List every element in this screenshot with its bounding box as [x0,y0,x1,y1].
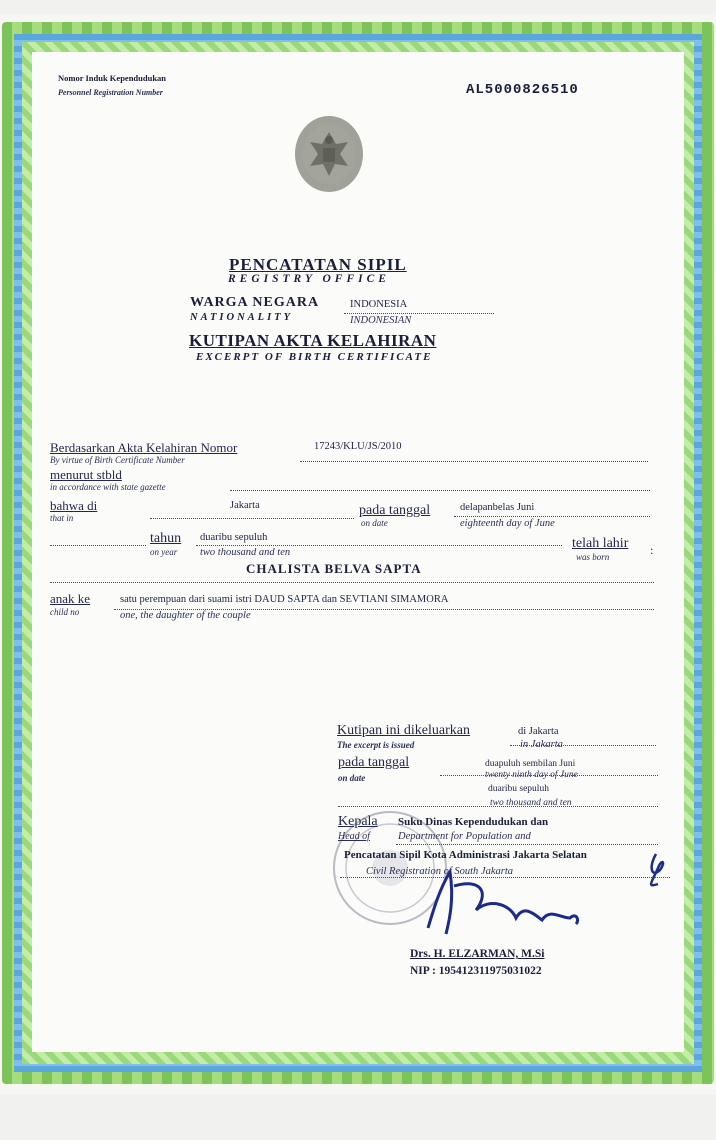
nik-label: Nomor Induk Kependudukan [58,73,167,83]
nationality-label-en: NATIONALITY [190,312,294,323]
issued-place-en: in Jakarta [520,739,563,750]
year-label-en: on year [150,547,178,557]
issued-label: Kutipan ini dikeluarkan [337,723,470,738]
born-label-en: was born [576,552,610,562]
issued-date: duapuluh sembilan Juni [485,759,576,769]
stbld-label: menurut stbld [50,467,122,482]
place-label-en: that in [50,513,74,523]
signature-icon [420,848,680,938]
document-title-en: EXCERPT OF BIRTH CERTIFICATE [196,351,433,363]
dept-line2-en: Civil Registration of South Jakarta [366,866,513,877]
date-value-en: eighteenth day of June [460,518,555,529]
nationality-value-en: INDONESIAN [350,315,412,326]
dept-line1-en: Department for Population and [398,831,531,842]
official-nip: NIP : 195412311975031022 [410,965,542,977]
child-no-label-en: child no [50,607,80,617]
child-no-label: anak ke [50,591,91,606]
cert-number-label-en: By virtue of Birth Certificate Number [50,455,185,465]
date-label: pada tanggal [359,503,431,518]
place-label: bahwa di [50,498,98,513]
serial-number: AL5000826510 [466,82,579,98]
nik-label-en: Personnel Registration Number [58,88,163,97]
cert-number-value: 17243/KLU/JS/2010 [314,441,402,452]
date-label-en: on date [361,518,388,528]
child-name: CHALISTA BELVA SAPTA [246,561,422,576]
child-no-value-en: one, the daughter of the couple [120,610,251,621]
issued-date-en: twenty ninth day of June [485,770,578,780]
place-value: Jakarta [230,500,260,511]
issued-label-en: The excerpt is issued [337,740,415,750]
issued-date-label-en: on date [338,773,366,783]
official-name: Drs. H. ELZARMAN, M.Si [410,948,545,960]
head-label-en: Head of [338,831,370,842]
issued-year: duaribu sepuluh [488,784,549,794]
office-title: PENCATATAN SIPIL [229,255,407,274]
issued-place: di Jakarta [518,726,559,737]
issued-date-label: pada tanggal [338,755,410,770]
stbld-label-en: in accordance with state gazette [50,482,166,492]
date-value: delapanbelas Juni [460,502,535,513]
child-no-value: satu perempuan dari suami istri DAUD SAPTA dan SEVTIANI SIMAMORA [120,594,449,605]
dept-line2: Pencatatan Sipil Kota Administrasi Jakarta Selatan [344,849,587,861]
nationality-label: WARGA NEGARA [190,295,320,310]
document-title: KUTIPAN AKTA KELAHIRAN [189,331,437,350]
garuda-emblem-icon [294,114,364,194]
year-label: tahun [150,531,182,546]
year-value-en: two thousand and ten [200,547,291,558]
born-label: telah lahir [572,536,629,551]
dept-line1: Suku Dinas Kependudukan dan [398,816,549,828]
office-title-en: REGISTRY OFFICE [228,273,390,285]
nationality-value: INDONESIA [350,299,408,310]
year-value: duaribu sepuluh [200,532,268,543]
head-label: Kepala [338,814,378,829]
issued-year-en: two thousand and ten [490,798,572,808]
cert-number-label: Berdasarkan Akta Kelahiran Nomor [50,440,238,455]
